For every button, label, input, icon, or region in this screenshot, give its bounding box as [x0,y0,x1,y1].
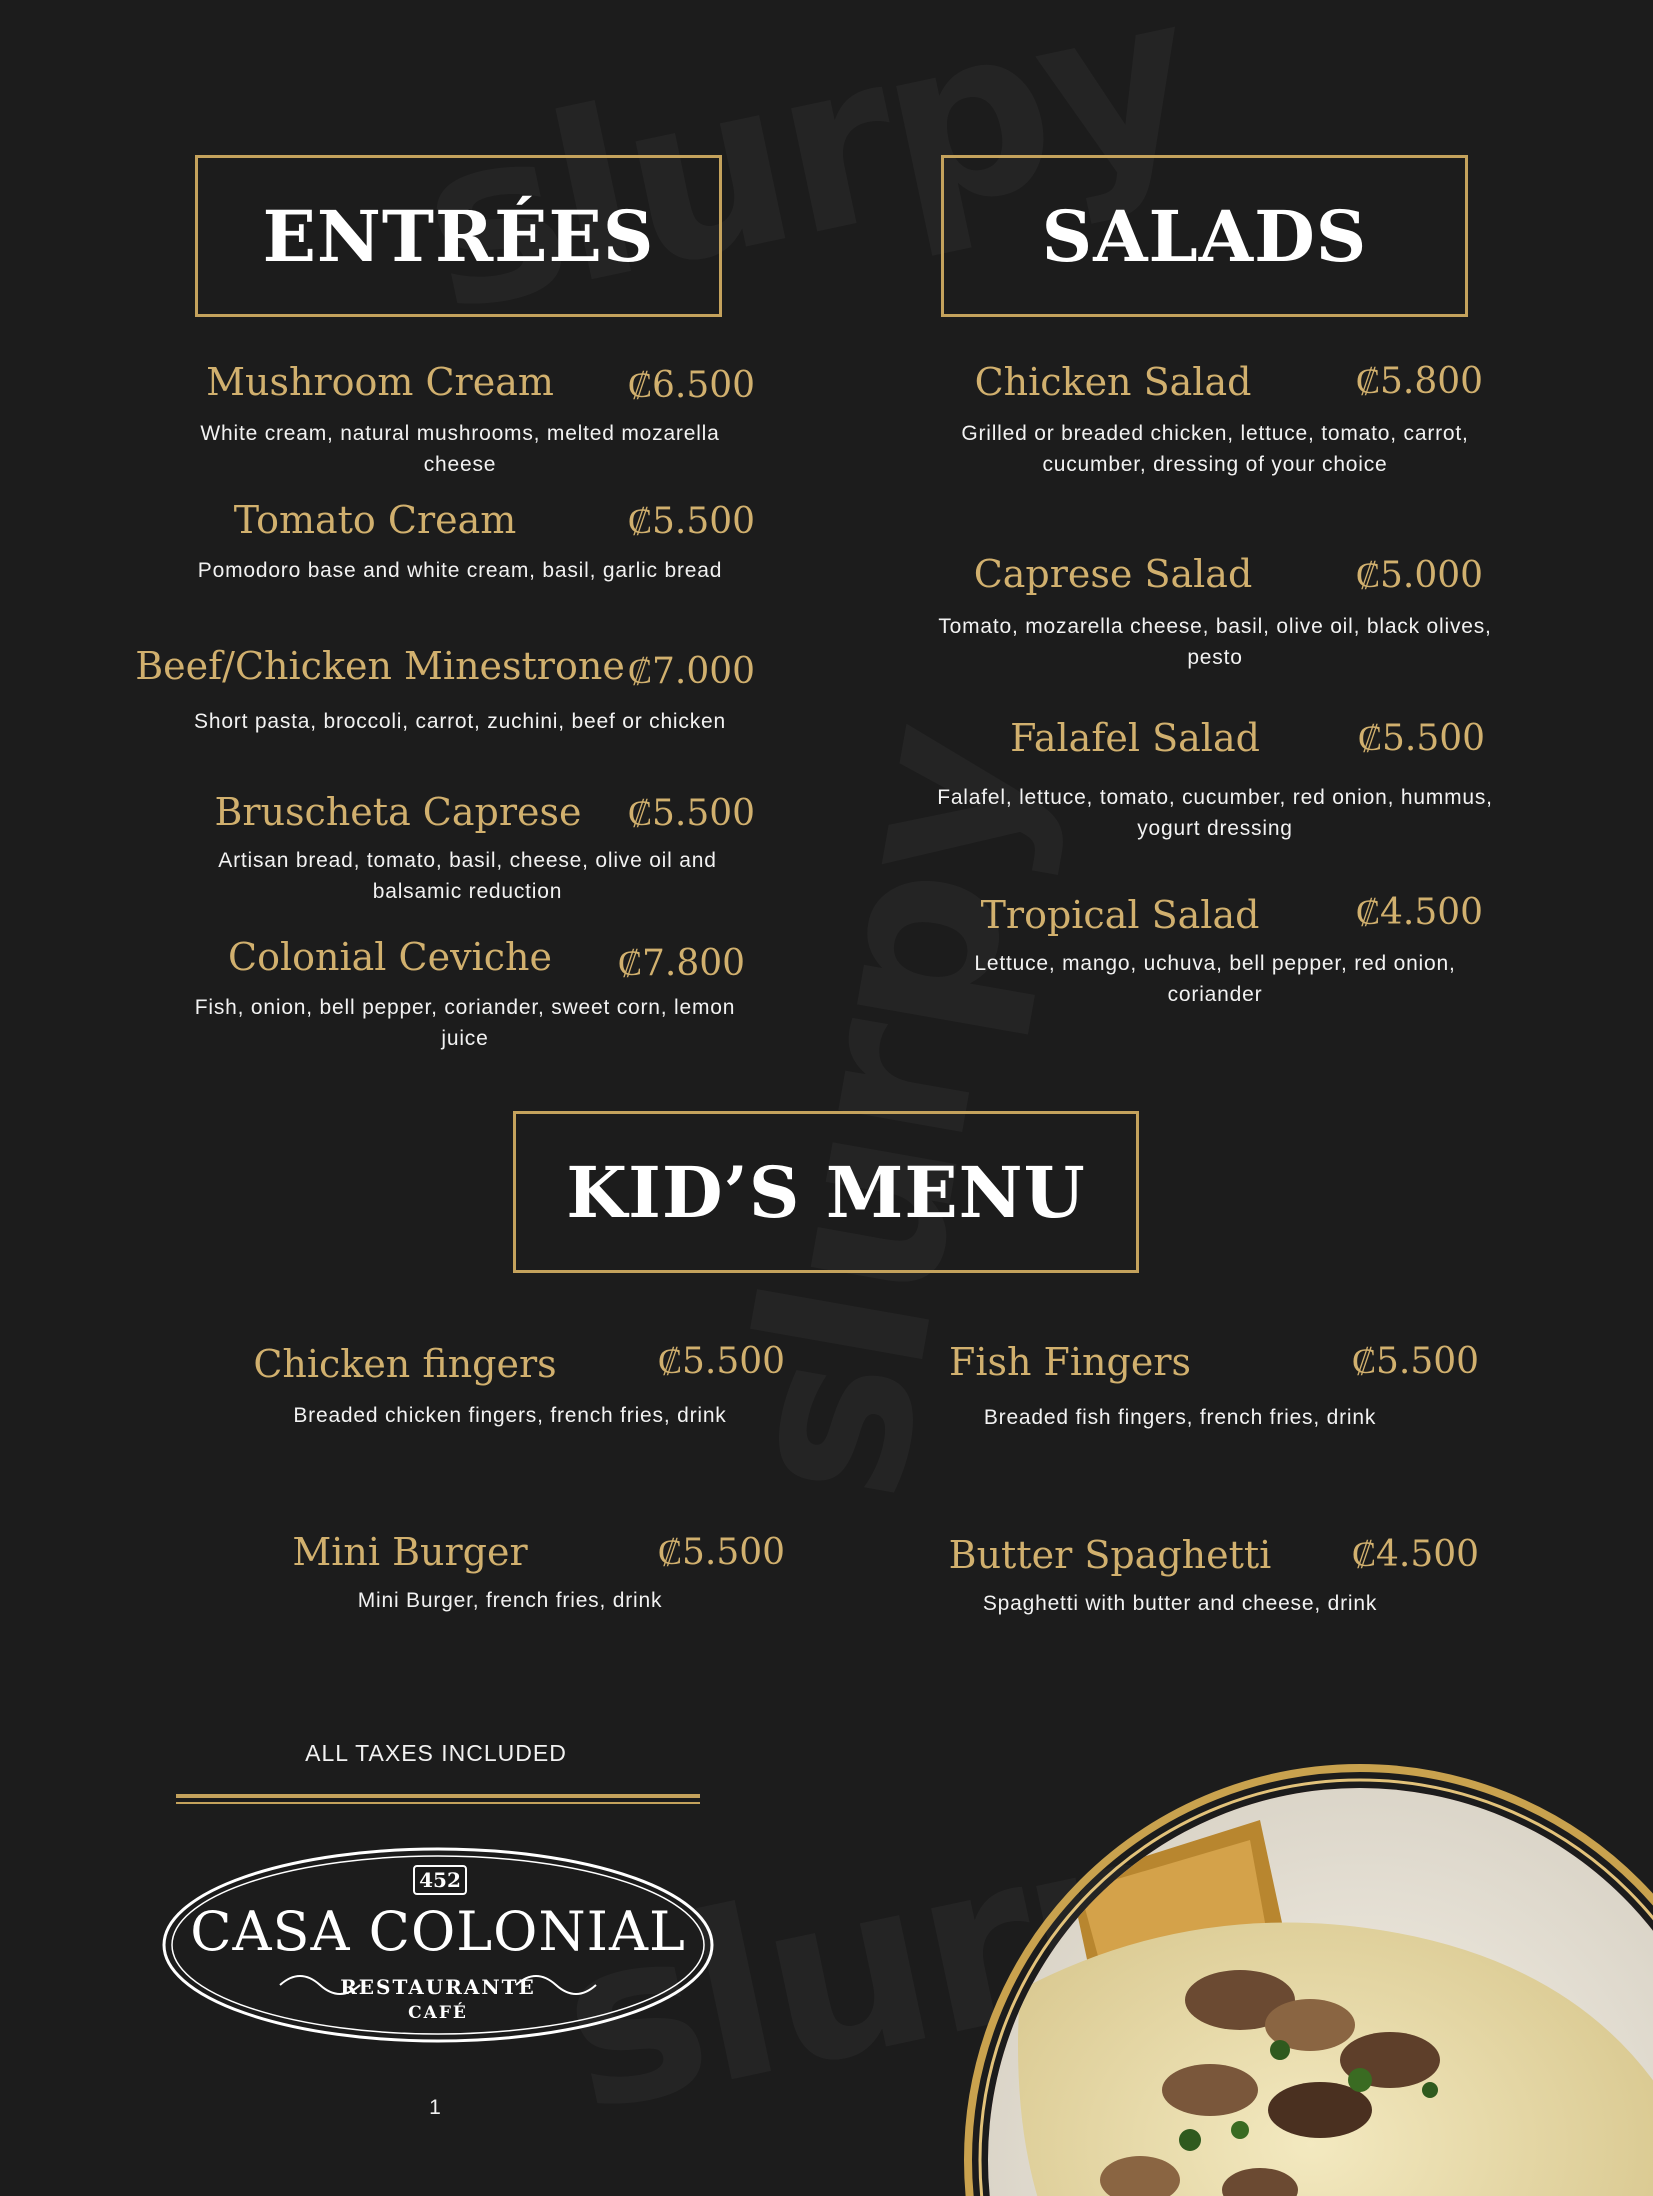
item-price: ₡5.500 [658,1532,786,1573]
item-name: Caprese Salad [973,552,1253,596]
item-name: Falafel Salad [1010,716,1260,760]
kids-menu-title: KID’S MENU [566,1150,1086,1234]
item-description: Falafel, lettuce, tomato, cucumber, red onion, hummus, yogurt dressing [937,786,1493,840]
entrees-header-box [195,155,722,317]
item-description: Fish, onion, bell pepper, coriander, sweet corn, lemon juice [194,996,736,1050]
page-number: 1 [429,2096,441,2119]
item-name: Colonial Ceviche [228,935,552,979]
salads-title: SALADS [1041,194,1368,278]
logo-name: CASA COLONIAL [190,1900,686,1963]
item-name: Fish Fingers [948,1340,1192,1384]
item-description: Lettuce, mango, uchuva, bell pepper, red onion, coriander [974,952,1456,1006]
item-price: ₡5.500 [1358,718,1486,759]
item-description: Breaded fish fingers, french fries, drink [983,1406,1377,1429]
item-price: ₡5.000 [1356,555,1484,596]
logo-subtitle: RESTAURANTE [340,1975,536,1999]
item-price: ₡7.000 [628,651,756,692]
item-price: ₡7.800 [618,943,746,984]
item-description: Breaded chicken fingers, french fries, drink [293,1404,727,1427]
item-price: ₡4.500 [1352,1534,1480,1575]
item-name: Chicken fingers [253,1342,557,1386]
item-name: Butter Spaghetti [948,1533,1272,1577]
item-price: ₡5.500 [628,793,756,834]
item-name: Mini Burger [292,1530,528,1574]
item-price: ₡5.500 [658,1341,786,1382]
salads-header-box [941,155,1468,317]
item-price: ₡5.500 [1352,1341,1480,1382]
item-name: Tomato Cream [233,498,517,542]
item-name: Bruscheta Caprese [214,790,582,834]
logo-number: 452 [413,1865,467,1895]
item-description: White cream, natural mushrooms, melted mozarella cheese [200,422,720,476]
item-name: Chicken Salad [974,360,1252,404]
item-description: Grilled or breaded chicken, lettuce, tomato, carrot, cucumber, dressing of your choice [961,422,1469,476]
kids-menu-header-box [513,1111,1139,1273]
logo-subtitle-cafe: CAFÉ [408,2003,468,2023]
divider [176,1794,700,1798]
item-price: ₡5.800 [1356,361,1484,402]
item-name: Tropical Salad [980,893,1260,937]
item-description: Artisan bread, tomato, basil, cheese, olive oil and balsamic reduction [218,849,717,903]
item-price: ₡5.500 [628,501,756,542]
item-price: ₡6.500 [628,365,756,406]
item-description: Short pasta, broccoli, carrot, zuchini, beef or chicken [194,710,726,733]
taxes-note: ALL TAXES INCLUDED [305,1740,567,1766]
entrees-title: ENTRÉES [262,194,655,278]
item-price: ₡4.500 [1356,892,1484,933]
item-name: Mushroom Cream [206,360,554,404]
food-photo [960,1760,1653,2196]
item-description: Spaghetti with butter and cheese, drink [982,1592,1378,1615]
item-description: Pomodoro base and white cream, basil, garlic bread [197,559,723,582]
divider [176,1802,700,1804]
restaurant-logo [160,1845,716,2045]
item-name: Beef/Chicken Minestrone [135,644,625,688]
item-description: Tomato, mozarella cheese, basil, olive oil, black olives, pesto [938,615,1492,669]
item-description: Mini Burger, french fries, drink [357,1589,663,1612]
